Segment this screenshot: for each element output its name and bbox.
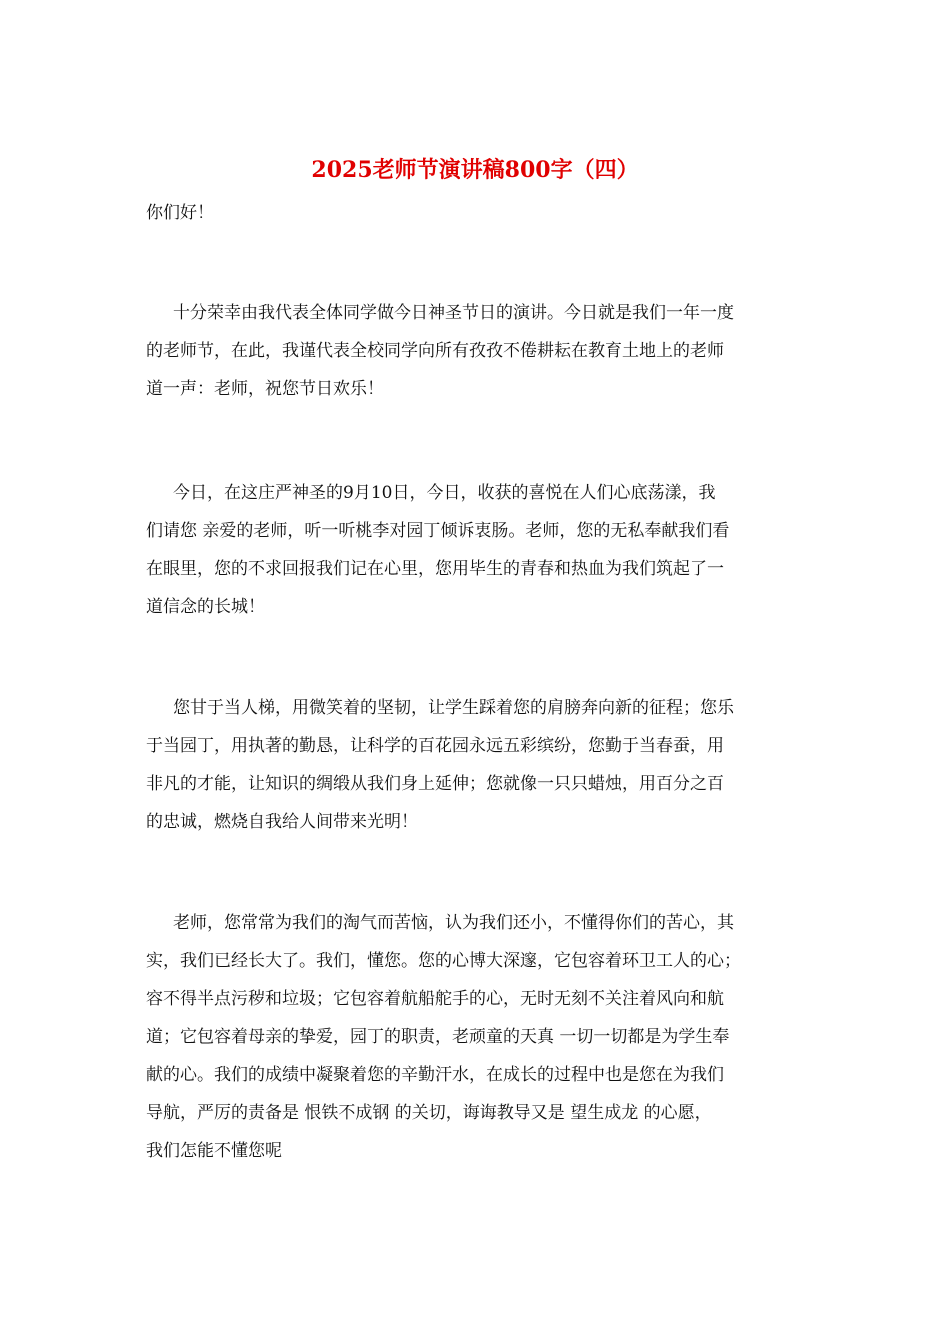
paragraph-line: 您甘于当人梯，用微笑着的坚韧，让学生踩着您的肩膀奔向新的征程；您乐 bbox=[173, 698, 734, 718]
document-title: 2025老师节演讲稿800字（四） bbox=[311, 157, 639, 183]
paragraph-line: 献的心。我们的成绩中凝聚着您的辛勤汗水，在成长的过程中也是您在为我们 bbox=[146, 1065, 724, 1085]
greeting-text: 你们好！ bbox=[146, 203, 214, 223]
paragraph-line: 实，我们已经长大了。我们，懂您。您的心博大深邃，它包容着环卫工人的心； bbox=[146, 951, 741, 971]
paragraph-line: 我们怎能不懂您呢 bbox=[146, 1141, 282, 1161]
paragraph-1 bbox=[146, 294, 810, 408]
paragraph-line: 容不得半点污秽和垃圾；它包容着航船舵手的心，无时无刻不关注着风向和航 bbox=[146, 989, 724, 1009]
paragraph-line: 非凡的才能，让知识的绸缎从我们身上延伸；您就像一只只蜡烛，用百分之百 bbox=[146, 774, 724, 794]
paragraph-line: 于当园丁，用执著的勤恳，让科学的百花园永远五彩缤纷，您勤于当春蚕，用 bbox=[146, 736, 724, 756]
paragraph-line: 道；它包容着母亲的挚爱，园丁的职责，老顽童的天真 一切一切都是为学生奉 bbox=[146, 1027, 730, 1047]
paragraph-3 bbox=[146, 689, 810, 841]
paragraph-line: 导航，严厉的责备是 恨铁不成钢 的关切，诲诲教导又是 望生成龙 的心愿， bbox=[146, 1103, 712, 1123]
paragraph-line: 在眼里，您的不求回报我们记在心里，您用毕生的青春和热血为我们筑起了一 bbox=[146, 559, 724, 579]
paragraph-line: 老师，您常常为我们的淘气而苦恼，认为我们还小，不懂得你们的苦心，其 bbox=[173, 913, 734, 933]
paragraph-line: 的老师节，在此，我谨代表全校同学向所有孜孜不倦耕耘在教育土地上的老师 bbox=[146, 341, 724, 361]
paragraph-line: 道一声：老师，祝您节日欢乐！ bbox=[146, 379, 384, 399]
paragraph-line: 今日，在这庄严神圣的9月10日，今日，收获的喜悦在人们心底荡漾，我 bbox=[173, 483, 716, 503]
paragraph-line: 的忠诚，燃烧自我给人间带来光明！ bbox=[146, 812, 418, 832]
paragraph-2 bbox=[146, 474, 810, 626]
paragraph-4 bbox=[146, 904, 810, 1170]
paragraph-line: 十分荣幸由我代表全体同学做今日神圣节日的演讲。今日就是我们一年一度 bbox=[173, 303, 734, 323]
paragraph-line: 道信念的长城！ bbox=[146, 597, 265, 617]
paragraph-line: 们请您 亲爱的老师，听一听桃李对园丁倾诉衷肠。老师，您的无私奉献我们看 bbox=[146, 521, 730, 541]
